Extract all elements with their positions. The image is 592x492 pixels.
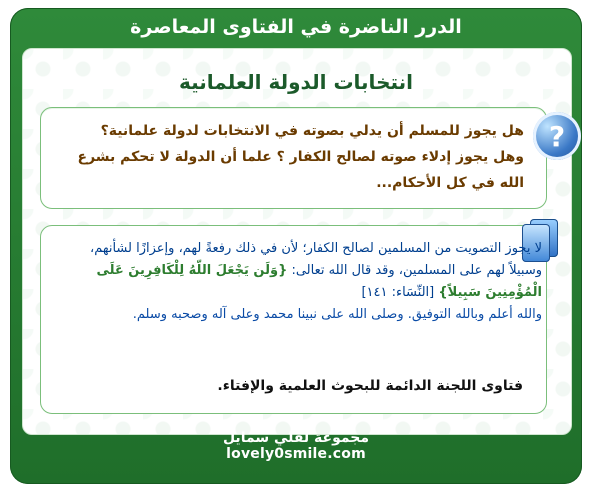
footer xyxy=(0,430,592,462)
answer-text xyxy=(77,238,542,326)
closing-text: والله أعلم وبالله التوفيق. وصلى الله على نبينا محمد وعلى آله وصحبه وسلم. xyxy=(132,307,542,322)
verse-reference: [النِّسَاء: ١٤١] xyxy=(361,285,435,300)
footer-website: lovely0smile.com xyxy=(226,446,366,462)
quran-verse: {وَلَن يَجْعَلَ اللّهُ لِلْكَافِرِينَ عَلَى الْمُؤْمِنِينَ سَبِيلاً} xyxy=(96,263,542,300)
fatwa-source: فتاوى اللجنة الدائمة للبحوث العلمية والإفتاء. xyxy=(217,378,523,394)
footer-group-name: مجموعة لفلي سمايل xyxy=(222,430,370,446)
question-mark-circle-icon: ? xyxy=(533,112,581,160)
page-header-title: الدرر الناضرة في الفتاوى المعاصرة xyxy=(130,16,462,38)
answer-paragraph: لا يجوز التصويت من المسلمين لصالح الكفار؛ لأن في ذلك رفعةً لهم، وإعزازًا لشأنهم، وسبيلاً لهم على المسلمين، وقد قال الله تعالى: xyxy=(90,241,542,278)
question-text: هل يجوز للمسلم أن يدلي بصوته في الانتخابات لدولة علمانية؟ وهل يجوز إدلاء صوته لصالح الكفار ؟ علما أن الدولة لا تحكم بشرع الله في كل الأحكام... xyxy=(77,123,524,191)
topic-title: انتخابات الدولة العلمانية xyxy=(178,70,414,94)
